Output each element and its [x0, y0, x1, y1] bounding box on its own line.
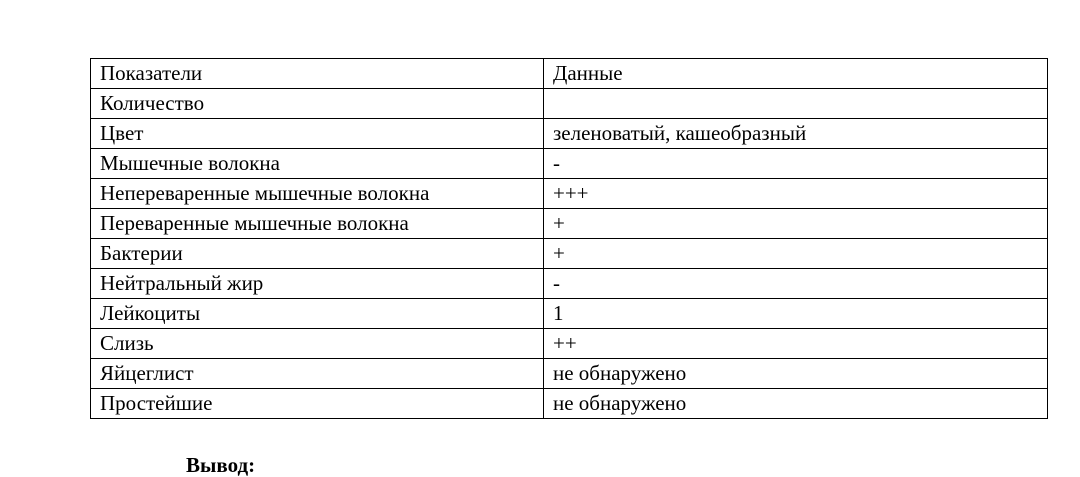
indicator-cell: Мышечные волокна [91, 149, 544, 179]
table-row [91, 209, 1048, 239]
table-row [91, 239, 1048, 269]
table-row [91, 329, 1048, 359]
indicator-cell: Яйцеглист [91, 359, 544, 389]
value-cell [544, 89, 1048, 119]
header-indicator-cell: Показатели [91, 59, 544, 89]
value-cell: + [544, 209, 1048, 239]
indicator-cell: Цвет [91, 119, 544, 149]
value-cell: +++ [544, 179, 1048, 209]
table-row [91, 299, 1048, 329]
indicator-cell: Бактерии [91, 239, 544, 269]
indicator-cell: Количество [91, 89, 544, 119]
results-table [90, 58, 1048, 419]
value-cell: не обнаружено [544, 389, 1048, 419]
indicator-cell: Лейкоциты [91, 299, 544, 329]
table-row [91, 119, 1048, 149]
value-cell: - [544, 149, 1048, 179]
value-cell: + [544, 239, 1048, 269]
value-cell: не обнаружено [544, 359, 1048, 389]
indicator-cell: Простейшие [91, 389, 544, 419]
value-cell: ++ [544, 329, 1048, 359]
table-row [91, 89, 1048, 119]
table-row [91, 179, 1048, 209]
indicator-cell: Непереваренные мышечные волокна [91, 179, 544, 209]
conclusion-heading: Вывод: [186, 453, 256, 477]
value-cell: 1 [544, 299, 1048, 329]
value-cell: зеленоватый, кашеобразный [544, 119, 1048, 149]
table-header-row [91, 59, 1048, 89]
indicator-cell: Переваренные мышечные волокна [91, 209, 544, 239]
indicator-cell: Нейтральный жир [91, 269, 544, 299]
table-row [91, 269, 1048, 299]
indicator-cell: Слизь [91, 329, 544, 359]
table-row [91, 359, 1048, 389]
value-cell: - [544, 269, 1048, 299]
table-row [91, 149, 1048, 179]
table-row [91, 389, 1048, 419]
header-value-cell: Данные [544, 59, 1048, 89]
